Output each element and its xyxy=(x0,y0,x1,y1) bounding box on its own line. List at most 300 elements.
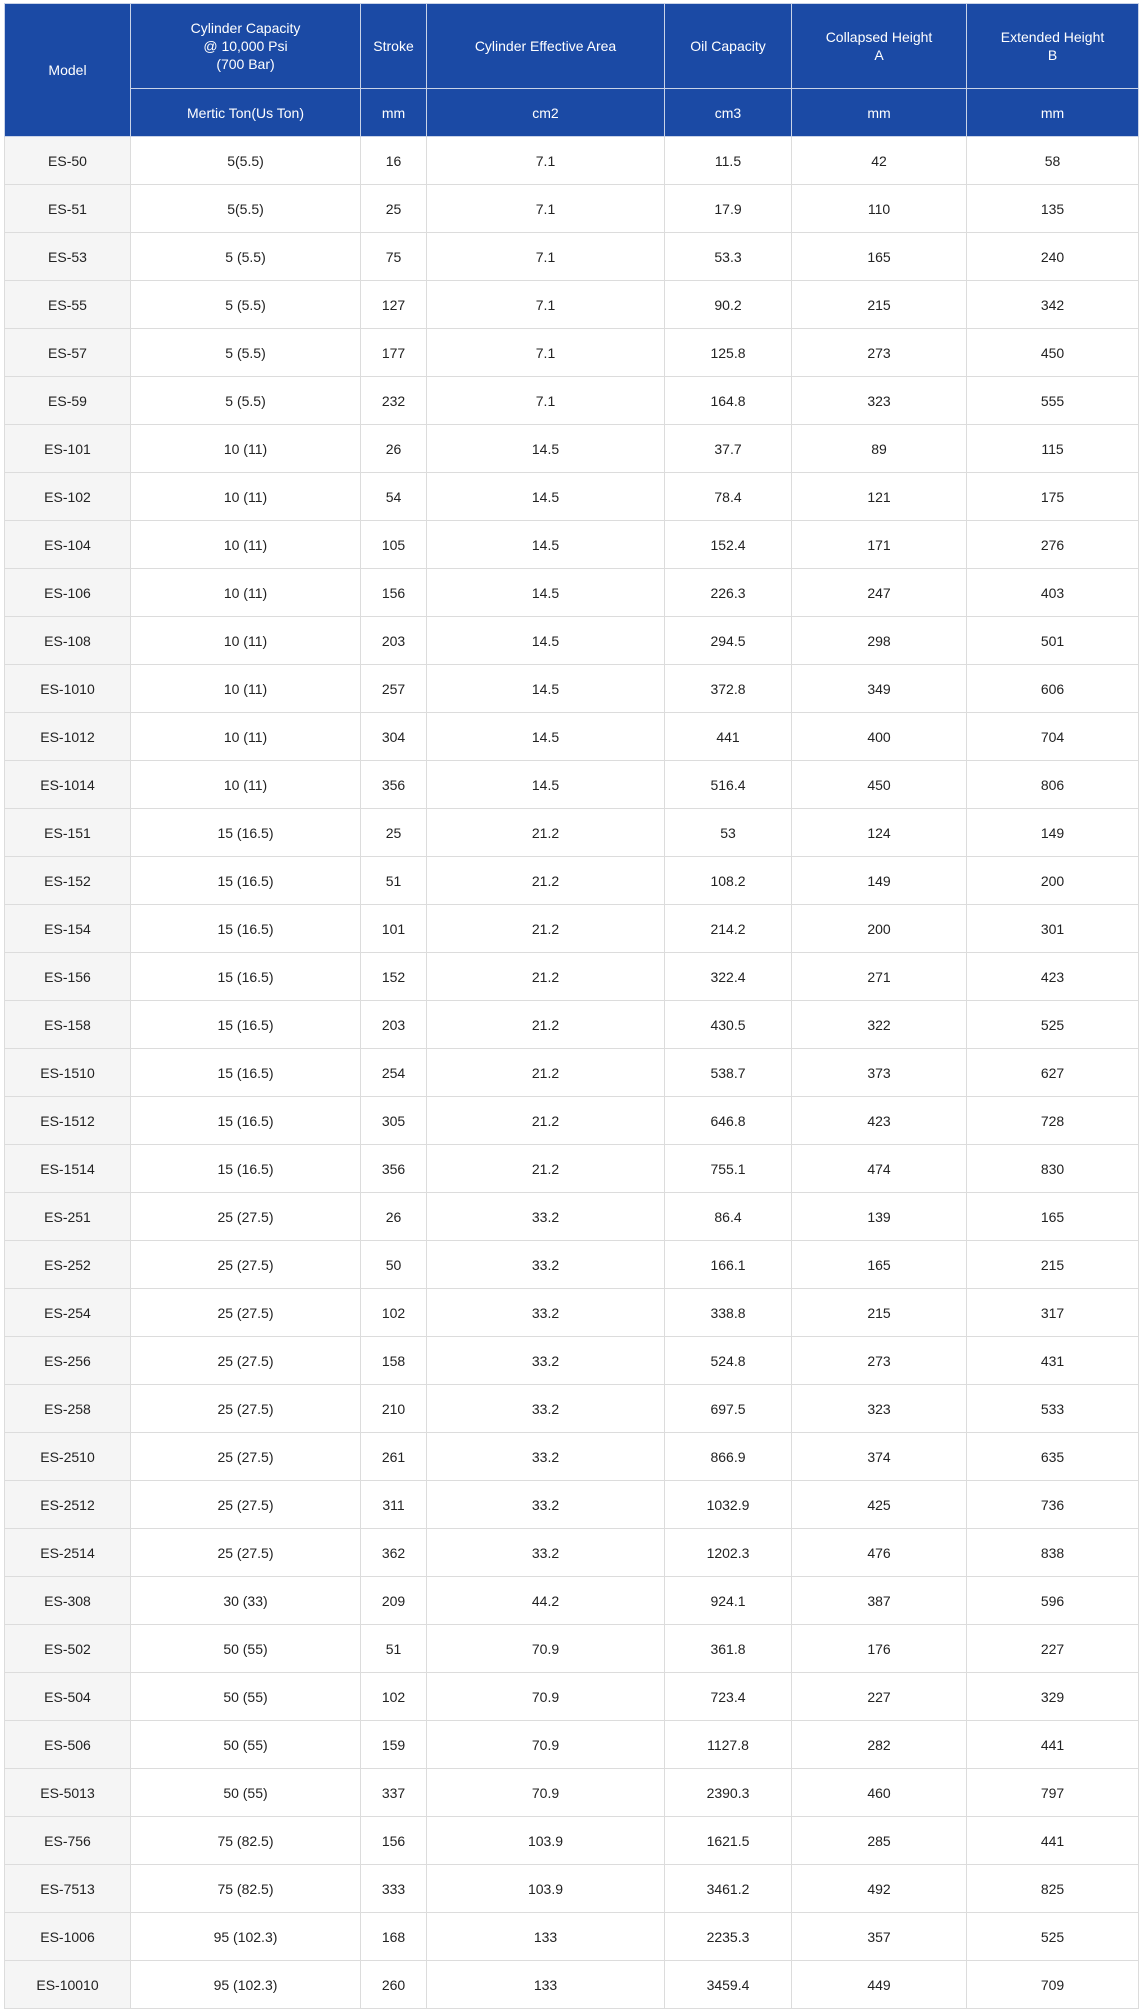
cell-model: ES-7513 xyxy=(5,1865,131,1913)
cell-oil: 3459.4 xyxy=(665,1961,792,2009)
cell-stroke: 25 xyxy=(361,809,427,857)
cell-capacity: 15 (16.5) xyxy=(131,809,361,857)
cell-capacity: 10 (11) xyxy=(131,521,361,569)
table-row xyxy=(5,1241,1139,1289)
cell-collapsed: 476 xyxy=(792,1529,967,1577)
cell-collapsed: 374 xyxy=(792,1433,967,1481)
cell-oil: 3461.2 xyxy=(665,1865,792,1913)
cell-extended: 736 xyxy=(967,1481,1139,1529)
table-row xyxy=(5,521,1139,569)
cell-model: ES-756 xyxy=(5,1817,131,1865)
cell-collapsed: 349 xyxy=(792,665,967,713)
cell-extended: 431 xyxy=(967,1337,1139,1385)
cell-model: ES-57 xyxy=(5,329,131,377)
cell-extended: 342 xyxy=(967,281,1139,329)
table-row xyxy=(5,1481,1139,1529)
cell-oil: 1202.3 xyxy=(665,1529,792,1577)
cell-capacity: 50 (55) xyxy=(131,1769,361,1817)
cell-stroke: 337 xyxy=(361,1769,427,1817)
cell-collapsed: 373 xyxy=(792,1049,967,1097)
cell-stroke: 177 xyxy=(361,329,427,377)
cell-area: 7.1 xyxy=(427,185,665,233)
table-row xyxy=(5,1049,1139,1097)
header-area: Cylinder Effective Area xyxy=(427,4,665,89)
cell-stroke: 127 xyxy=(361,281,427,329)
units-row xyxy=(5,89,1139,137)
cell-stroke: 210 xyxy=(361,1385,427,1433)
cell-oil: 338.8 xyxy=(665,1289,792,1337)
cell-extended: 403 xyxy=(967,569,1139,617)
cell-area: 14.5 xyxy=(427,761,665,809)
cell-area: 33.2 xyxy=(427,1337,665,1385)
cell-extended: 830 xyxy=(967,1145,1139,1193)
cell-area: 33.2 xyxy=(427,1241,665,1289)
cell-area: 21.2 xyxy=(427,1097,665,1145)
table-row xyxy=(5,1097,1139,1145)
table-body xyxy=(5,137,1139,2009)
cell-stroke: 102 xyxy=(361,1673,427,1721)
cell-model: ES-152 xyxy=(5,857,131,905)
cell-extended: 215 xyxy=(967,1241,1139,1289)
cell-extended: 501 xyxy=(967,617,1139,665)
cell-area: 21.2 xyxy=(427,953,665,1001)
cell-model: ES-106 xyxy=(5,569,131,617)
table-row xyxy=(5,1913,1139,1961)
cell-collapsed: 171 xyxy=(792,521,967,569)
cell-extended: 704 xyxy=(967,713,1139,761)
cell-model: ES-2510 xyxy=(5,1433,131,1481)
cell-capacity: 95 (102.3) xyxy=(131,1961,361,2009)
cell-capacity: 10 (11) xyxy=(131,665,361,713)
cell-extended: 165 xyxy=(967,1193,1139,1241)
cell-collapsed: 247 xyxy=(792,569,967,617)
cell-area: 14.5 xyxy=(427,473,665,521)
cell-model: ES-55 xyxy=(5,281,131,329)
cell-stroke: 105 xyxy=(361,521,427,569)
cell-capacity: 15 (16.5) xyxy=(131,953,361,1001)
cell-model: ES-506 xyxy=(5,1721,131,1769)
cell-stroke: 333 xyxy=(361,1865,427,1913)
cell-extended: 525 xyxy=(967,1913,1139,1961)
cell-area: 33.2 xyxy=(427,1385,665,1433)
table-row xyxy=(5,713,1139,761)
cell-capacity: 5 (5.5) xyxy=(131,281,361,329)
table-row xyxy=(5,1577,1139,1625)
cell-capacity: 25 (27.5) xyxy=(131,1241,361,1289)
cell-model: ES-1512 xyxy=(5,1097,131,1145)
cell-extended: 135 xyxy=(967,185,1139,233)
cell-stroke: 203 xyxy=(361,1001,427,1049)
cell-extended: 240 xyxy=(967,233,1139,281)
cell-oil: 37.7 xyxy=(665,425,792,473)
cell-extended: 175 xyxy=(967,473,1139,521)
table-row xyxy=(5,1769,1139,1817)
cell-capacity: 75 (82.5) xyxy=(131,1865,361,1913)
cell-stroke: 54 xyxy=(361,473,427,521)
cell-collapsed: 450 xyxy=(792,761,967,809)
cell-collapsed: 449 xyxy=(792,1961,967,2009)
cell-extended: 227 xyxy=(967,1625,1139,1673)
cell-capacity: 95 (102.3) xyxy=(131,1913,361,1961)
cell-extended: 450 xyxy=(967,329,1139,377)
unit-collapsed: mm xyxy=(792,89,967,137)
cell-stroke: 209 xyxy=(361,1577,427,1625)
cell-stroke: 152 xyxy=(361,953,427,1001)
cell-oil: 78.4 xyxy=(665,473,792,521)
cell-collapsed: 200 xyxy=(792,905,967,953)
cell-extended: 797 xyxy=(967,1769,1139,1817)
cell-extended: 423 xyxy=(967,953,1139,1001)
header-model: Model xyxy=(5,4,131,137)
cell-model: ES-101 xyxy=(5,425,131,473)
table-row xyxy=(5,1529,1139,1577)
cell-capacity: 5 (5.5) xyxy=(131,329,361,377)
cell-model: ES-158 xyxy=(5,1001,131,1049)
table-row xyxy=(5,1289,1139,1337)
cell-stroke: 50 xyxy=(361,1241,427,1289)
cell-capacity: 15 (16.5) xyxy=(131,857,361,905)
cell-capacity: 50 (55) xyxy=(131,1625,361,1673)
cell-collapsed: 139 xyxy=(792,1193,967,1241)
cell-stroke: 311 xyxy=(361,1481,427,1529)
cell-oil: 646.8 xyxy=(665,1097,792,1145)
cell-collapsed: 149 xyxy=(792,857,967,905)
table-row xyxy=(5,425,1139,473)
table-row xyxy=(5,137,1139,185)
cell-collapsed: 273 xyxy=(792,329,967,377)
cell-capacity: 15 (16.5) xyxy=(131,1145,361,1193)
cell-area: 7.1 xyxy=(427,329,665,377)
cell-model: ES-1012 xyxy=(5,713,131,761)
cell-stroke: 254 xyxy=(361,1049,427,1097)
cell-stroke: 304 xyxy=(361,713,427,761)
table-row xyxy=(5,1337,1139,1385)
cell-model: ES-1514 xyxy=(5,1145,131,1193)
cell-stroke: 203 xyxy=(361,617,427,665)
cell-stroke: 26 xyxy=(361,1193,427,1241)
cell-oil: 2235.3 xyxy=(665,1913,792,1961)
cell-stroke: 260 xyxy=(361,1961,427,2009)
cell-model: ES-1006 xyxy=(5,1913,131,1961)
cell-collapsed: 89 xyxy=(792,425,967,473)
cell-model: ES-50 xyxy=(5,137,131,185)
cell-collapsed: 42 xyxy=(792,137,967,185)
table-row xyxy=(5,761,1139,809)
table-row xyxy=(5,1673,1139,1721)
cell-collapsed: 322 xyxy=(792,1001,967,1049)
cell-stroke: 158 xyxy=(361,1337,427,1385)
cell-area: 14.5 xyxy=(427,569,665,617)
cell-model: ES-504 xyxy=(5,1673,131,1721)
cell-area: 21.2 xyxy=(427,1001,665,1049)
cell-collapsed: 124 xyxy=(792,809,967,857)
cell-collapsed: 273 xyxy=(792,1337,967,1385)
cell-area: 103.9 xyxy=(427,1865,665,1913)
cell-model: ES-102 xyxy=(5,473,131,521)
table-row xyxy=(5,569,1139,617)
cell-collapsed: 323 xyxy=(792,1385,967,1433)
cell-extended: 441 xyxy=(967,1817,1139,1865)
cell-model: ES-10010 xyxy=(5,1961,131,2009)
cell-capacity: 25 (27.5) xyxy=(131,1193,361,1241)
cell-area: 33.2 xyxy=(427,1289,665,1337)
cell-area: 7.1 xyxy=(427,281,665,329)
cell-oil: 538.7 xyxy=(665,1049,792,1097)
cell-oil: 108.2 xyxy=(665,857,792,905)
cell-area: 33.2 xyxy=(427,1481,665,1529)
cell-capacity: 50 (55) xyxy=(131,1673,361,1721)
cell-oil: 697.5 xyxy=(665,1385,792,1433)
cell-capacity: 5 (5.5) xyxy=(131,233,361,281)
cell-model: ES-2512 xyxy=(5,1481,131,1529)
cell-capacity: 25 (27.5) xyxy=(131,1529,361,1577)
cell-extended: 606 xyxy=(967,665,1139,713)
cell-capacity: 75 (82.5) xyxy=(131,1817,361,1865)
cell-oil: 2390.3 xyxy=(665,1769,792,1817)
cell-capacity: 25 (27.5) xyxy=(131,1433,361,1481)
cell-oil: 125.8 xyxy=(665,329,792,377)
cell-oil: 361.8 xyxy=(665,1625,792,1673)
cell-extended: 149 xyxy=(967,809,1139,857)
cell-collapsed: 298 xyxy=(792,617,967,665)
cell-area: 14.5 xyxy=(427,617,665,665)
cell-stroke: 156 xyxy=(361,569,427,617)
cell-oil: 516.4 xyxy=(665,761,792,809)
unit-stroke: mm xyxy=(361,89,427,137)
cell-collapsed: 271 xyxy=(792,953,967,1001)
cell-extended: 533 xyxy=(967,1385,1139,1433)
cell-stroke: 75 xyxy=(361,233,427,281)
cell-stroke: 362 xyxy=(361,1529,427,1577)
table-row xyxy=(5,953,1139,1001)
unit-area: cm2 xyxy=(427,89,665,137)
cell-oil: 11.5 xyxy=(665,137,792,185)
cell-oil: 17.9 xyxy=(665,185,792,233)
cell-extended: 709 xyxy=(967,1961,1139,2009)
cell-collapsed: 357 xyxy=(792,1913,967,1961)
table-row xyxy=(5,1193,1139,1241)
cell-collapsed: 460 xyxy=(792,1769,967,1817)
cell-area: 70.9 xyxy=(427,1769,665,1817)
cell-collapsed: 323 xyxy=(792,377,967,425)
cell-collapsed: 176 xyxy=(792,1625,967,1673)
cell-model: ES-258 xyxy=(5,1385,131,1433)
cell-stroke: 51 xyxy=(361,857,427,905)
cell-collapsed: 165 xyxy=(792,1241,967,1289)
cell-model: ES-154 xyxy=(5,905,131,953)
cell-area: 33.2 xyxy=(427,1529,665,1577)
cell-oil: 372.8 xyxy=(665,665,792,713)
cell-oil: 866.9 xyxy=(665,1433,792,1481)
cell-area: 14.5 xyxy=(427,425,665,473)
unit-capacity: Mertic Ton(Us Ton) xyxy=(131,89,361,137)
cell-extended: 115 xyxy=(967,425,1139,473)
table-row xyxy=(5,1385,1139,1433)
cell-model: ES-53 xyxy=(5,233,131,281)
cell-collapsed: 492 xyxy=(792,1865,967,1913)
cell-capacity: 30 (33) xyxy=(131,1577,361,1625)
cell-oil: 152.4 xyxy=(665,521,792,569)
cell-model: ES-108 xyxy=(5,617,131,665)
cell-oil: 723.4 xyxy=(665,1673,792,1721)
cell-model: ES-51 xyxy=(5,185,131,233)
cell-capacity: 15 (16.5) xyxy=(131,1049,361,1097)
table-row xyxy=(5,809,1139,857)
table-row xyxy=(5,185,1139,233)
cell-oil: 90.2 xyxy=(665,281,792,329)
cell-extended: 627 xyxy=(967,1049,1139,1097)
cell-collapsed: 285 xyxy=(792,1817,967,1865)
cell-extended: 635 xyxy=(967,1433,1139,1481)
cell-stroke: 102 xyxy=(361,1289,427,1337)
cell-capacity: 10 (11) xyxy=(131,617,361,665)
cell-area: 14.5 xyxy=(427,665,665,713)
table-row xyxy=(5,1433,1139,1481)
cell-capacity: 10 (11) xyxy=(131,761,361,809)
table-row xyxy=(5,857,1139,905)
cell-model: ES-308 xyxy=(5,1577,131,1625)
cell-area: 7.1 xyxy=(427,137,665,185)
cell-oil: 214.2 xyxy=(665,905,792,953)
cell-area: 133 xyxy=(427,1961,665,2009)
table-header xyxy=(5,4,1139,137)
cell-capacity: 25 (27.5) xyxy=(131,1289,361,1337)
cell-oil: 1032.9 xyxy=(665,1481,792,1529)
cell-extended: 806 xyxy=(967,761,1139,809)
cell-model: ES-254 xyxy=(5,1289,131,1337)
cell-stroke: 356 xyxy=(361,761,427,809)
cell-model: ES-252 xyxy=(5,1241,131,1289)
header-row xyxy=(5,4,1139,89)
cell-extended: 555 xyxy=(967,377,1139,425)
cell-area: 14.5 xyxy=(427,713,665,761)
table-row xyxy=(5,1721,1139,1769)
cell-extended: 525 xyxy=(967,1001,1139,1049)
cell-extended: 596 xyxy=(967,1577,1139,1625)
cell-area: 21.2 xyxy=(427,809,665,857)
header-collapsed: Collapsed Height A xyxy=(792,4,967,89)
cell-extended: 301 xyxy=(967,905,1139,953)
cell-area: 21.2 xyxy=(427,905,665,953)
cell-capacity: 25 (27.5) xyxy=(131,1481,361,1529)
cell-stroke: 168 xyxy=(361,1913,427,1961)
table-row xyxy=(5,1145,1139,1193)
table-row xyxy=(5,665,1139,713)
cell-model: ES-1510 xyxy=(5,1049,131,1097)
cell-area: 21.2 xyxy=(427,1145,665,1193)
cell-oil: 294.5 xyxy=(665,617,792,665)
cell-collapsed: 215 xyxy=(792,281,967,329)
header-oil: Oil Capacity xyxy=(665,4,792,89)
cell-extended: 441 xyxy=(967,1721,1139,1769)
cell-area: 14.5 xyxy=(427,521,665,569)
table-row xyxy=(5,233,1139,281)
table-row xyxy=(5,1817,1139,1865)
cell-capacity: 50 (55) xyxy=(131,1721,361,1769)
cell-extended: 838 xyxy=(967,1529,1139,1577)
cell-extended: 329 xyxy=(967,1673,1139,1721)
cell-collapsed: 474 xyxy=(792,1145,967,1193)
cell-capacity: 10 (11) xyxy=(131,425,361,473)
cell-area: 21.2 xyxy=(427,1049,665,1097)
cell-extended: 200 xyxy=(967,857,1139,905)
table-row xyxy=(5,473,1139,521)
cell-model: ES-1010 xyxy=(5,665,131,713)
cell-collapsed: 282 xyxy=(792,1721,967,1769)
cell-oil: 1127.8 xyxy=(665,1721,792,1769)
cell-stroke: 232 xyxy=(361,377,427,425)
table-row xyxy=(5,1001,1139,1049)
cell-model: ES-5013 xyxy=(5,1769,131,1817)
cell-capacity: 15 (16.5) xyxy=(131,1001,361,1049)
cell-stroke: 156 xyxy=(361,1817,427,1865)
cell-collapsed: 387 xyxy=(792,1577,967,1625)
table-row xyxy=(5,905,1139,953)
cell-model: ES-156 xyxy=(5,953,131,1001)
cell-model: ES-251 xyxy=(5,1193,131,1241)
cell-oil: 53 xyxy=(665,809,792,857)
cell-model: ES-256 xyxy=(5,1337,131,1385)
header-capacity: Cylinder Capacity @ 10,000 Psi (700 Bar) xyxy=(131,4,361,89)
cell-collapsed: 423 xyxy=(792,1097,967,1145)
cell-collapsed: 425 xyxy=(792,1481,967,1529)
cell-area: 7.1 xyxy=(427,377,665,425)
header-extended: Extended Height B xyxy=(967,4,1139,89)
cell-stroke: 356 xyxy=(361,1145,427,1193)
cell-stroke: 159 xyxy=(361,1721,427,1769)
cell-area: 70.9 xyxy=(427,1673,665,1721)
cell-area: 103.9 xyxy=(427,1817,665,1865)
cell-area: 33.2 xyxy=(427,1193,665,1241)
cell-area: 70.9 xyxy=(427,1721,665,1769)
cell-collapsed: 110 xyxy=(792,185,967,233)
table-row xyxy=(5,1625,1139,1673)
cell-stroke: 26 xyxy=(361,425,427,473)
cell-stroke: 305 xyxy=(361,1097,427,1145)
cell-extended: 276 xyxy=(967,521,1139,569)
unit-oil: cm3 xyxy=(665,89,792,137)
cell-model: ES-1014 xyxy=(5,761,131,809)
cell-model: ES-59 xyxy=(5,377,131,425)
cell-oil: 524.8 xyxy=(665,1337,792,1385)
table-row xyxy=(5,1961,1139,2009)
cell-capacity: 15 (16.5) xyxy=(131,1097,361,1145)
table-row xyxy=(5,617,1139,665)
cell-oil: 430.5 xyxy=(665,1001,792,1049)
cell-collapsed: 227 xyxy=(792,1673,967,1721)
cell-capacity: 5(5.5) xyxy=(131,185,361,233)
cell-stroke: 16 xyxy=(361,137,427,185)
cell-stroke: 257 xyxy=(361,665,427,713)
cell-area: 44.2 xyxy=(427,1577,665,1625)
cell-capacity: 10 (11) xyxy=(131,569,361,617)
cell-area: 70.9 xyxy=(427,1625,665,1673)
cell-extended: 58 xyxy=(967,137,1139,185)
cell-area: 21.2 xyxy=(427,857,665,905)
cell-capacity: 15 (16.5) xyxy=(131,905,361,953)
cell-oil: 164.8 xyxy=(665,377,792,425)
cell-collapsed: 215 xyxy=(792,1289,967,1337)
cell-model: ES-502 xyxy=(5,1625,131,1673)
cell-extended: 825 xyxy=(967,1865,1139,1913)
table-row xyxy=(5,281,1139,329)
cell-capacity: 5 (5.5) xyxy=(131,377,361,425)
cell-capacity: 10 (11) xyxy=(131,473,361,521)
cell-capacity: 5(5.5) xyxy=(131,137,361,185)
cell-model: ES-2514 xyxy=(5,1529,131,1577)
cell-oil: 924.1 xyxy=(665,1577,792,1625)
cell-stroke: 101 xyxy=(361,905,427,953)
